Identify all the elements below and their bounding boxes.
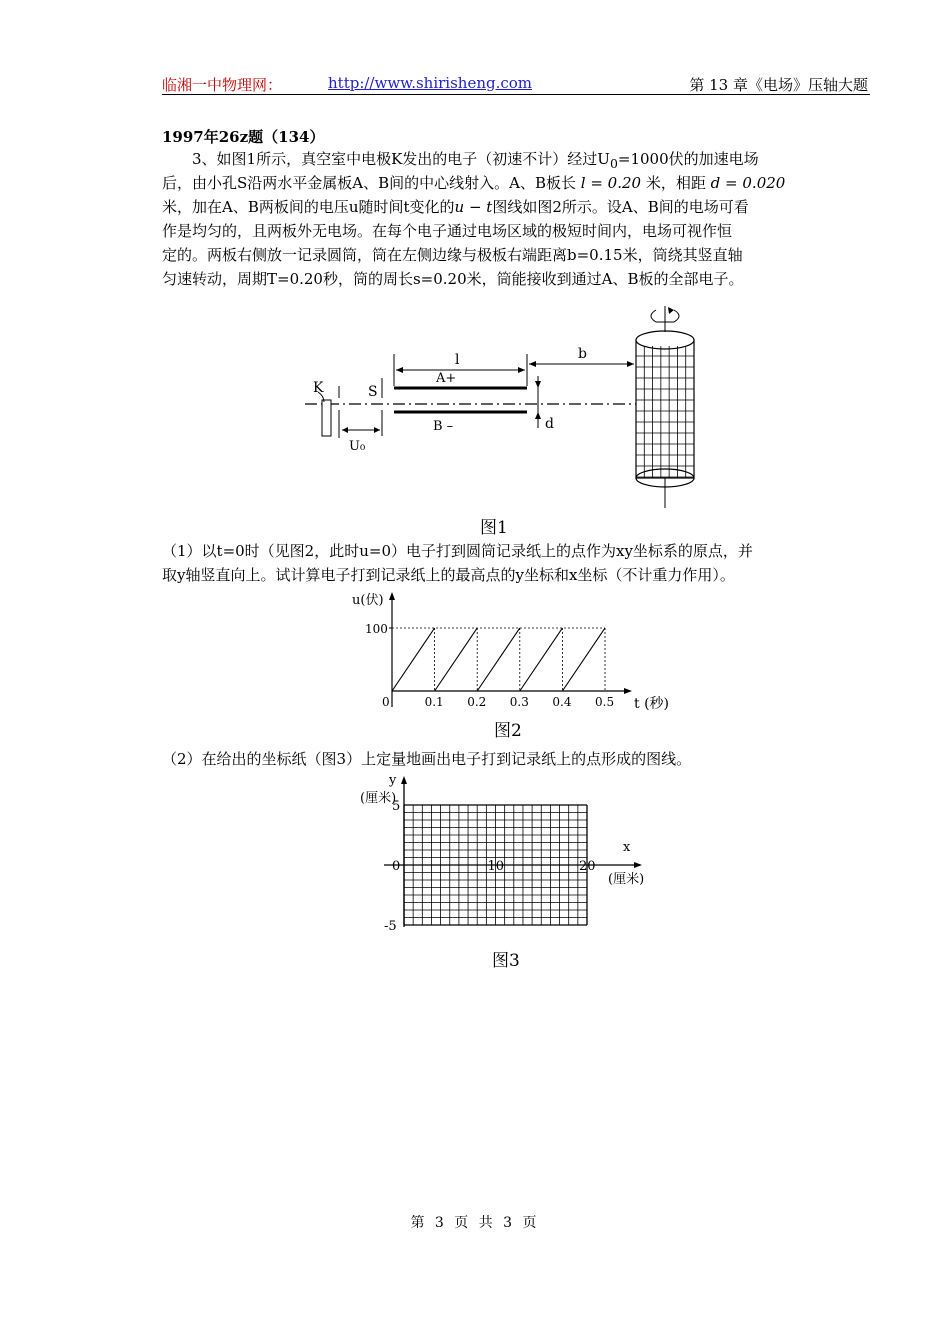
question-line-6: 匀速转动，周期T=0.20秒，筒的周长s=0.20米，筒能接收到通过A、B板的全部电子。 <box>162 270 744 288</box>
subq1-line-2: 取y轴竖直向上。试计算电子打到记录纸上的最高点的y坐标和x坐标（不计重力作用）。 <box>162 566 735 584</box>
fig2-y-arrow-icon <box>389 592 395 600</box>
header-url-link[interactable]: http://www.shirisheng.com <box>328 74 533 92</box>
question-line-2: 后，由小孔S沿两水平金属板A、B间的中心线射入。A、B板长 l = 0.20 米，相距 d = 0.020 <box>162 174 786 192</box>
figure1-label-d: d <box>545 416 554 432</box>
figure2-caption: 图2 <box>494 721 522 741</box>
figure3-grid-chart <box>340 772 670 944</box>
fig2-x-axis-label: t (秒) <box>634 696 669 712</box>
fig3-x-arrow-icon <box>634 862 642 868</box>
figure1-u0-arrow-left <box>342 427 348 433</box>
figure2-chart <box>340 586 680 714</box>
figure1-label-b-dist: b <box>578 346 587 362</box>
question-body <box>162 147 852 291</box>
fig2-x-arrow-icon <box>624 688 632 694</box>
fig2-x-tick-label: 0.3 <box>509 695 529 709</box>
fig2-ramp-segment <box>562 628 605 691</box>
question-line-4: 作是均匀的，且两板外无电场。在每个电子通过电场区域的极短时间内，电场可视作恒 <box>162 222 733 240</box>
fig2-ramp-segment <box>477 628 520 691</box>
question-title: 1997年26z题（134） <box>162 128 325 146</box>
fig3-x-tick-label: 20 <box>579 859 596 874</box>
fig2-x-tick-label: 0.1 <box>424 695 444 709</box>
figure1-label-l: l <box>455 352 460 368</box>
question-line-5: 定的。两板右侧放一记录圆筒，筒在左侧边缘与极板右端距离b=0.15米，筒绕其竖直轴 <box>162 246 743 264</box>
fig2-x-tick-label: 0.2 <box>467 695 487 709</box>
fig3-y-axis-label: y <box>389 773 397 788</box>
fig3-x-tick-label: 10 <box>487 859 505 874</box>
fig2-x-tick-label: 0.5 <box>595 695 615 709</box>
fig2-x-tick-label: 0.4 <box>552 695 572 709</box>
figure1-label-u0: U₀ <box>349 439 366 454</box>
figure1-cathode-k <box>322 400 331 436</box>
question-line-1: 3、如图1所示，真空室中电极K发出的电子（初速不计）经过$U_0=1000$伏的加速电场 <box>192 150 759 171</box>
figure1-label-a: A+ <box>436 371 457 386</box>
figure1-caption: 图1 <box>480 518 508 538</box>
subq1-text <box>162 539 852 587</box>
figure1-label-k: K <box>313 380 324 396</box>
figure1-u0-arrow-right <box>374 427 380 433</box>
subq1-line-1: （1）以t=0时（见图2，此时u=0）电子打到圆筒记录纸上的点作为xy坐标系的原点，并 <box>162 542 753 560</box>
fig2-ramp-segment <box>435 628 478 691</box>
question-line-3: 米，加在A、B两板间的电压u随时间t变化的u − t图线如图2所示。设A、B间的电场可看 <box>162 198 749 216</box>
fig3-y-arrow-icon <box>401 776 407 784</box>
fig3-x-unit-label: (厘米) <box>608 872 645 887</box>
fig3-x-axis-label: x <box>623 840 631 855</box>
fig2-y-axis-label: u(伏) <box>352 593 384 608</box>
subq2-text <box>162 747 852 771</box>
figure1-diagram <box>300 300 700 512</box>
fig3-y-unit-label: (厘米) <box>360 791 397 806</box>
fig3-y-tick-label: 5 <box>392 799 401 814</box>
fig3-y-tick-label: 0 <box>392 859 401 874</box>
header-rule <box>162 94 870 95</box>
figure1-label-b: B – <box>433 419 454 434</box>
subq2-line: （2）在给出的坐标纸（图3）上定量地画出电子打到记录纸上的点形成的图线。 <box>162 750 692 768</box>
header-site-name: 临湘一中物理网： <box>162 76 283 94</box>
figure1-label-s: S <box>368 384 378 400</box>
figure1-record-cylinder <box>636 306 694 508</box>
fig2-ramp-segment <box>520 628 563 691</box>
fig3-y-tick-label: -5 <box>384 919 397 934</box>
page-footer: 第 3 页 共 3 页 <box>410 1215 540 1231</box>
fig2-ramp-segment <box>392 628 435 691</box>
fig2-y-tick-label: 100 <box>365 622 388 636</box>
fig2-x-tick-label: 0 <box>382 695 390 709</box>
header-chapter: 第 13 章《电场》压轴大题 <box>689 76 868 94</box>
figure3-caption: 图3 <box>492 951 520 971</box>
